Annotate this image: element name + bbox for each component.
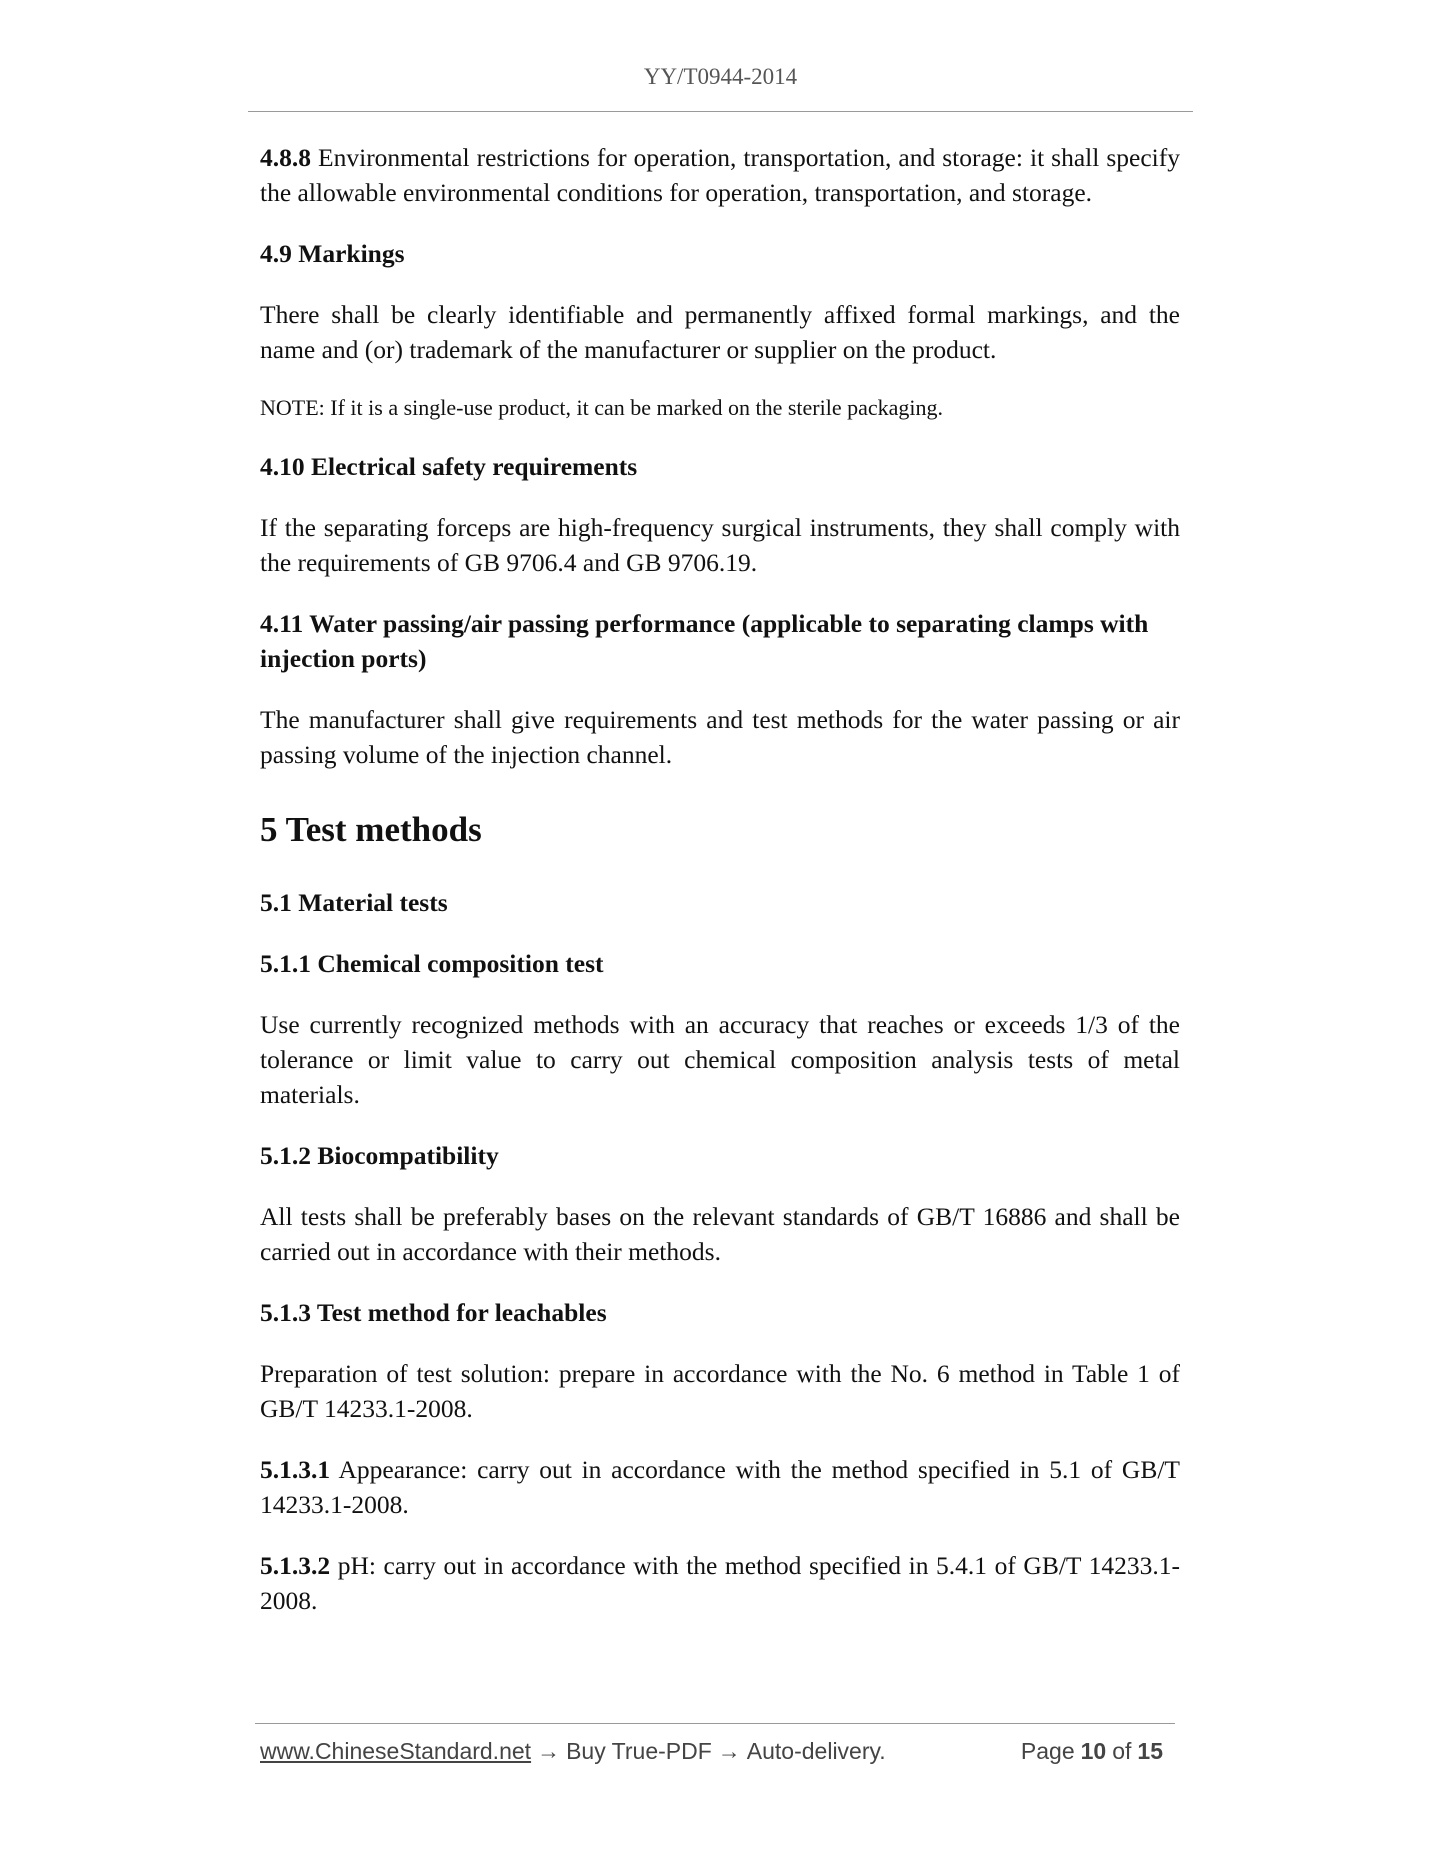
heading-5: 5 Test methods	[260, 810, 482, 849]
heading-5-1-3: 5.1.3 Test method for leachables	[260, 1298, 607, 1327]
heading-5-1: 5.1 Material tests	[260, 888, 448, 917]
header-divider	[248, 111, 1193, 112]
arrow-right-icon: →	[717, 1738, 741, 1764]
page-label: Page	[1020, 1738, 1075, 1764]
page-footer	[260, 1738, 1175, 1765]
clause-number: 5.1.3.2	[260, 1551, 331, 1580]
paragraph-5-1-3: Preparation of test solution: prepare in accordance with the No. 6 method in Table 1 of GB/T 14233.1-2008.	[260, 1359, 1180, 1423]
page-of-label: of	[1112, 1738, 1132, 1764]
heading-5-1-2: 5.1.2 Biocompatibility	[260, 1141, 499, 1170]
paragraph-4-10: If the separating forceps are high-frequency surgical instruments, they shall comply with the requirements of GB 9706.4 and GB 9706.19.	[260, 513, 1180, 577]
clause-text: pH: carry out in accordance with the method specified in 5.4.1 of GB/T 14233.1-2008.	[260, 1551, 1180, 1615]
heading-4-9: 4.9 Markings	[260, 239, 405, 268]
paragraph-4-11: The manufacturer shall give requirements and test methods for the water passing or air passing volume of the injection channel.	[260, 705, 1180, 769]
clause-text: Environmental restrictions for operation, transportation, and storage: it shall specify the allowable environmental conditions for operation, transportation, and storage.	[260, 143, 1180, 207]
heading-4-11: 4.11 Water passing/air passing performance (applicable to separating clamps with injection ports)	[260, 609, 1149, 673]
clause-4-8-8	[260, 140, 1180, 210]
total-pages: 15	[1137, 1738, 1163, 1764]
running-header	[248, 64, 1193, 90]
clause-text: Appearance: carry out in accordance with the method specified in 5.1 of GB/T 14233.1-2008.	[260, 1455, 1180, 1519]
buy-pdf-text: Buy True-PDF	[566, 1738, 712, 1764]
heading-5-1-1: 5.1.1 Chemical composition test	[260, 949, 604, 978]
heading-4-10: 4.10 Electrical safety requirements	[260, 452, 638, 481]
paragraph-5-1-2: All tests shall be preferably bases on the relevant standards of GB/T 16886 and shall be carried out in accordance with their methods.	[260, 1202, 1180, 1266]
clause-5-1-3-1	[260, 1452, 1180, 1522]
note-4-9: NOTE: If it is a single-use product, it can be marked on the sterile packaging.	[260, 395, 944, 420]
paragraph-5-1-1: Use currently recognized methods with an accuracy that reaches or exceeds 1/3 of the tolerance or limit value to carry out chemical composition analysis tests of metal materials.	[260, 1010, 1180, 1109]
page-counter	[1021, 1738, 1169, 1765]
footer-divider	[255, 1723, 1175, 1724]
auto-delivery-text: Auto-delivery.	[746, 1738, 886, 1764]
paragraph-4-9: There shall be clearly identifiable and permanently affixed formal markings, and the name and (or) trademark of the manufacturer or supplier on the product.	[260, 300, 1180, 364]
clause-number: 4.8.8	[260, 143, 311, 172]
page-body	[260, 140, 1180, 1644]
website-link[interactable]: www.ChineseStandard.net	[260, 1738, 532, 1764]
document-code: YY/T0944-2014	[643, 64, 798, 89]
arrow-right-icon: →	[537, 1738, 561, 1764]
clause-5-1-3-2	[260, 1548, 1180, 1618]
clause-number: 5.1.3.1	[260, 1455, 331, 1484]
current-page: 10	[1080, 1738, 1107, 1764]
